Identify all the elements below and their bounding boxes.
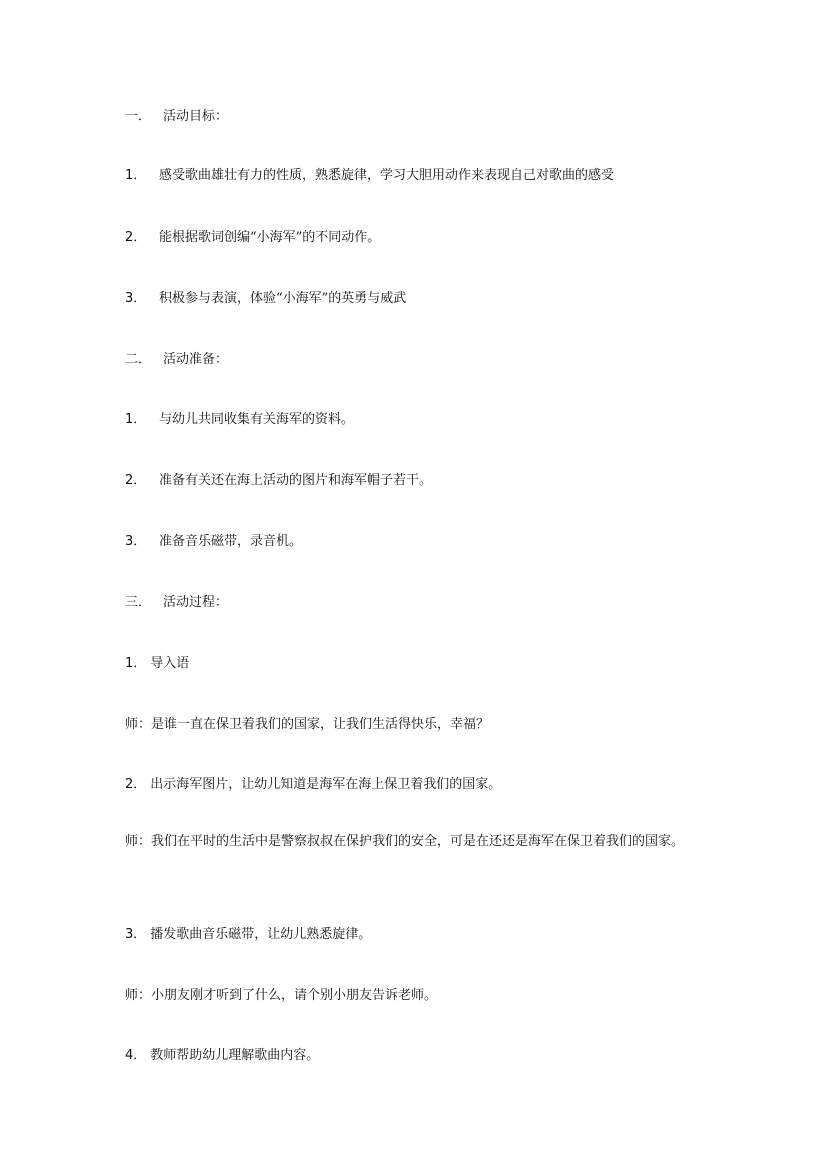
item-text: 能根据歌词创编“小海军”的不同动作。 bbox=[159, 230, 381, 245]
process-step bbox=[125, 776, 501, 794]
teacher-line bbox=[125, 987, 437, 1005]
list-item bbox=[125, 167, 614, 185]
step-number: 3． bbox=[125, 927, 147, 942]
item-number: 3． bbox=[125, 291, 147, 306]
teacher-text: 师：小朋友刚才听到了什么，请个别小朋友告诉老师。 bbox=[125, 988, 438, 1003]
section-title: 活动准备： bbox=[163, 352, 229, 367]
process-step bbox=[125, 655, 189, 673]
section-title: 活动过程： bbox=[163, 595, 229, 610]
section-heading-preparation bbox=[125, 351, 228, 369]
step-text: 导入语 bbox=[150, 656, 190, 671]
teacher-text: 师：是谁一直在保卫着我们的国家，让我们生活得快乐，幸福？ bbox=[125, 717, 490, 732]
section-title: 活动目标： bbox=[163, 109, 229, 124]
item-text: 与幼儿共同收集有关海军的资料。 bbox=[159, 412, 355, 427]
item-text: 准备有关还在海上活动的图片和海军帽子若干。 bbox=[159, 473, 433, 488]
process-step bbox=[125, 1047, 319, 1065]
section-number: 一． bbox=[125, 109, 152, 124]
step-number: 2． bbox=[125, 777, 147, 792]
section-number: 三． bbox=[125, 595, 152, 610]
list-item bbox=[125, 411, 354, 429]
section-heading-process bbox=[125, 594, 228, 612]
item-text: 感受歌曲雄壮有力的性质，熟悉旋律，学习大胆用动作来表现自己对歌曲的感受 bbox=[159, 168, 615, 183]
section-number: 二． bbox=[125, 352, 152, 367]
section-heading-goals bbox=[125, 108, 228, 126]
list-item bbox=[125, 229, 380, 247]
item-text: 准备音乐磁带，录音机。 bbox=[159, 534, 303, 549]
item-number: 3． bbox=[125, 534, 147, 549]
step-number: 4． bbox=[125, 1048, 147, 1063]
item-number: 1． bbox=[125, 168, 147, 183]
step-text: 播发歌曲音乐磁带，让幼儿熟悉旋律。 bbox=[150, 927, 372, 942]
step-number: 1． bbox=[125, 656, 147, 671]
item-number: 2． bbox=[125, 230, 147, 245]
step-text: 教师帮助幼儿理解歌曲内容。 bbox=[150, 1048, 320, 1063]
list-item bbox=[125, 290, 406, 308]
teacher-line bbox=[125, 828, 715, 855]
item-number: 2． bbox=[125, 473, 147, 488]
item-text: 积极参与表演，体验“小海军”的英勇与威武 bbox=[159, 291, 407, 306]
teacher-text: 师：我们在平时的生活中是警察叔叔在保护我们的安全，可是在还还是海军在保卫着我们的国家。 bbox=[125, 834, 685, 849]
item-number: 1． bbox=[125, 412, 147, 427]
list-item bbox=[125, 533, 302, 551]
step-text: 出示海军图片，让幼儿知道是海军在海上保卫着我们的国家。 bbox=[150, 777, 502, 792]
teacher-line bbox=[125, 716, 489, 734]
process-step bbox=[125, 926, 371, 944]
list-item bbox=[125, 472, 432, 490]
